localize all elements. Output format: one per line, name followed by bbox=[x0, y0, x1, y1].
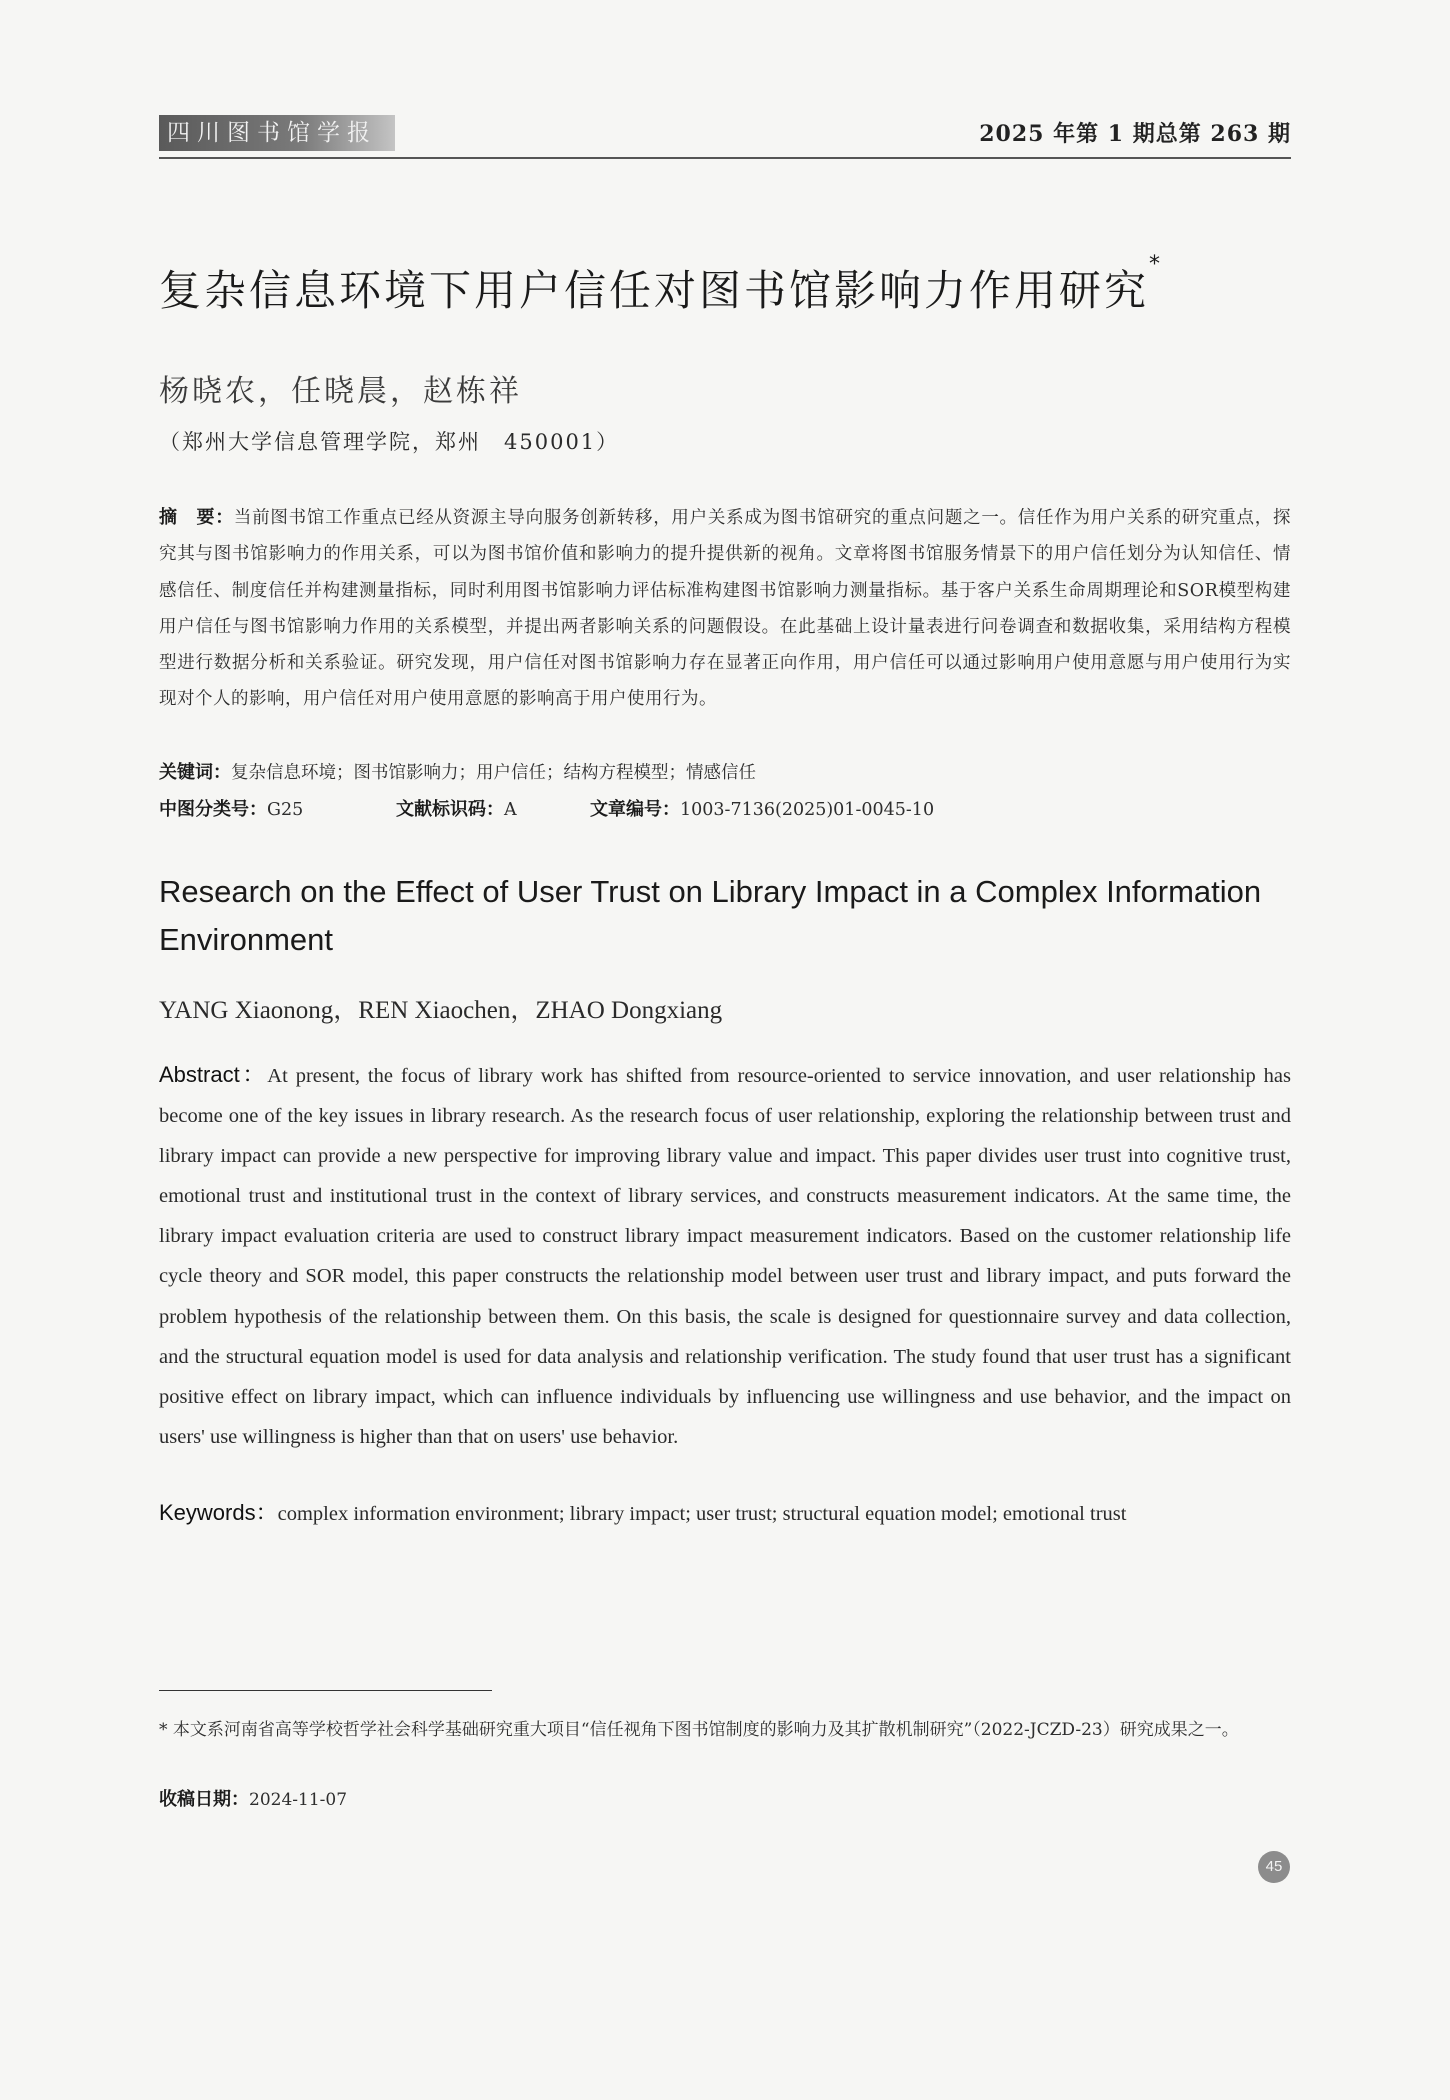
chinese-authors: 杨晓农，任晓晨，赵栋祥 bbox=[159, 374, 522, 409]
english-abstract-label: Abstract： bbox=[159, 1062, 268, 1087]
chinese-abstract-text: 当前图书馆工作重点已经从资源主导向服务创新转移，用户关系成为图书馆研究的重点问题之一。信任作为用户关系的研究重点，探究其与图书馆影响力的作用关系，可以为图书馆价值和影响力的提升提供新的视角。文章将图书馆服务情景下的用户信任划分为认知信任、情感信任、制度信任并构建测量指标，同时利用图书馆影响力评估标准构建图书馆影响力测量指标。基于客户关系生命周期理论和SOR模型构建用户信任与图书馆影响力作用的关系模型，并提出两者影响关系的问题假设。在此基础上设计量表进行问卷调查和数据收集，采用结构方程模型进行数据分析和关系验证。研究发现，用户信任对图书馆影响力存在显著正向作用，用户信任可以通过影响用户使用意愿与用户使用行为实现对个人的影响，用户信任对用户使用意愿的影响高于用户使用行为。 bbox=[159, 508, 1291, 710]
chinese-title-text: 复杂信息环境下用户信任对图书馆影响力作用研究 bbox=[159, 266, 1150, 315]
page-number: 45 bbox=[1258, 1851, 1290, 1883]
chinese-keywords-text: 复杂信息环境；图书馆影响力；用户信任；结构方程模型；情感信任 bbox=[231, 763, 756, 783]
paper-page bbox=[159, 0, 1291, 2100]
article-number-label: 文章编号： bbox=[590, 799, 680, 820]
english-abstract bbox=[159, 1055, 1291, 1457]
doc-code-value: A bbox=[504, 800, 517, 820]
article-number-value: 1003-7136(2025)01-0045-10 bbox=[680, 800, 935, 820]
received-date-value: 2024-11-07 bbox=[249, 1790, 348, 1810]
journal-name-badge: 四川图书馆学报 bbox=[159, 115, 395, 151]
doc-code-label: 文献标识码： bbox=[396, 799, 504, 820]
english-keywords-text: complex information environment; library impact; user trust; structural equation model; emotional trust bbox=[277, 1503, 1127, 1525]
clc-label: 中图分类号： bbox=[159, 799, 267, 820]
chinese-keywords-label: 关键词： bbox=[159, 762, 231, 783]
received-date bbox=[159, 1785, 347, 1811]
footnote-divider bbox=[159, 1690, 492, 1691]
english-keywords bbox=[159, 1496, 1291, 1527]
english-keywords-label: Keywords： bbox=[159, 1500, 278, 1525]
english-abstract-text: At present, the focus of library work has shifted from resource-oriented to service innovation, and user relationship has become one of the key issues in library research. As the research focus of user relationship, exploring the relationship between trust and library impact can provide a new perspective for improving library value and impact. This paper divides user trust into cognitive trust, emotional trust and institutional trust in the context of library services, and constructs measurement indicators. At the same time, the library impact evaluation criteria are used to construct library impact measurement indicators. Based on the customer relationship life cycle theory and SOR model, this paper constructs the relationship model between user trust and library impact, and puts forward the problem hypothesis of the relationship between them. On this basis, the scale is designed for questionnaire survey and data collection, and the structural equation model is used for data analysis and relationship verification. The study found that user trust has a significant positive effect on library impact, which can influence individuals by influencing use willingness and use behavior, and the impact on users' use willingness is higher than that on users' use behavior. bbox=[159, 1065, 1291, 1448]
chinese-title bbox=[159, 252, 1164, 318]
chinese-abstract bbox=[159, 500, 1291, 718]
title-footnote-mark: * bbox=[1149, 252, 1164, 277]
english-title: Research on the Effect of User Trust on Library Impact in a Complex Information Environment bbox=[159, 874, 1262, 957]
chinese-abstract-label: 摘 要： bbox=[159, 507, 234, 528]
article-number bbox=[590, 795, 934, 821]
funding-footnote: * 本文系河南省高等学校哲学社会科学基础研究重大项目“信任视角下图书馆制度的影响力及其扩散机制研究”（2022-JCZD-23）研究成果之一。 bbox=[159, 1720, 1239, 1740]
issue-info: 2025 年第 1 期总第 263 期 bbox=[979, 121, 1291, 147]
english-authors: YANG Xiaonong，REN Xiaochen，ZHAO Dongxiang bbox=[159, 997, 723, 1024]
received-date-label: 收稿日期： bbox=[159, 1789, 249, 1810]
document-code bbox=[396, 795, 517, 821]
running-header bbox=[159, 113, 1291, 159]
clc-number bbox=[159, 795, 303, 821]
clc-value: G25 bbox=[267, 800, 304, 820]
chinese-keywords bbox=[159, 758, 756, 784]
chinese-affiliation: （郑州大学信息管理学院，郑州 450001） bbox=[159, 430, 620, 454]
